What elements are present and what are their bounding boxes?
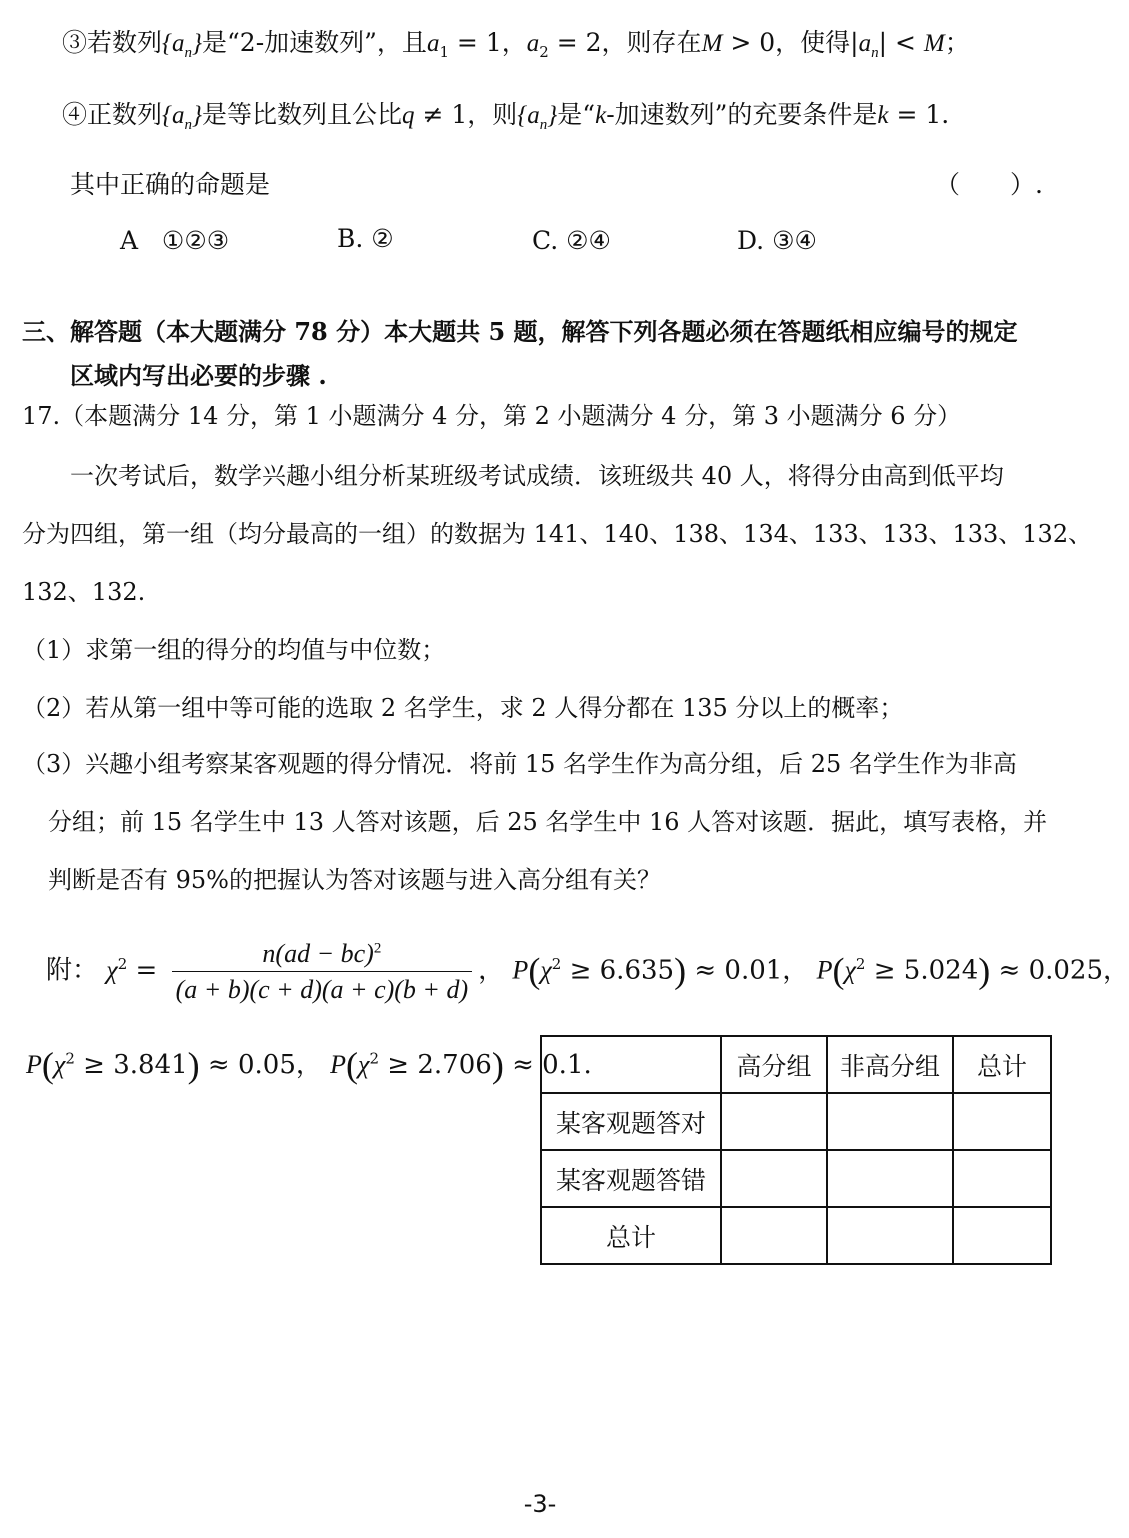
q17-sub3-line3: 判断是否有 95%的把握认为答对该题与进入高分组有关？ <box>48 866 661 894</box>
q17-sub2: （2）若从第一组中等可能的选取 2 名学生，求 2 人得分都在 135 分以上的概率； <box>22 694 904 722</box>
chi-square-fraction: $\frac{n(ad - bc)^2}{(a + b)(c + d)(a + c)(b + d)}$ <box>172 938 473 1005</box>
table-header-cell: 非高分组 <box>827 1036 953 1093</box>
table-cell[interactable] <box>953 1093 1051 1150</box>
table-cell[interactable] <box>721 1093 827 1150</box>
table-cell[interactable] <box>827 1150 953 1207</box>
table-row <box>541 1093 1051 1150</box>
table-header-cell: 高分组 <box>721 1036 827 1093</box>
answer-bracket: （ ）. <box>935 170 1043 199</box>
table-cell[interactable] <box>721 1207 827 1264</box>
row-label: 总计 <box>541 1207 721 1264</box>
q17-paragraph-line3: 132、132. <box>22 578 146 606</box>
table-header-row <box>541 1036 1051 1093</box>
section-heading-line1: 三、解答题（本大题满分 78 分）本大题共 5 题，解答下列各题必须在答题纸相应编号的规定 <box>22 317 1018 346</box>
table-cell[interactable] <box>827 1093 953 1150</box>
row-label: 某客观题答对 <box>541 1093 721 1150</box>
q17-sub3-line2: 分组；前 15 名学生中 13 人答对该题，后 25 名学生中 16 人答对该题．据此，填写表格，并 <box>48 808 1048 836</box>
appendix-probabilities: $P(\chi^2 \ge 3.841) \approx 0.05$， $P(\chi^2 \ge 2.706) \approx 0.1$. <box>26 1045 592 1085</box>
table-header-cell: 总计 <box>953 1036 1051 1093</box>
table-cell[interactable] <box>827 1207 953 1264</box>
table-row <box>541 1207 1051 1264</box>
proposition-3: ③若数列$\{a_n\}$是“2-加速数列”，且$a_1 = 1$，$a_2 = 2$，则存在M > 0，使得$|a_n| < M$； <box>62 28 970 61</box>
page-number: -3- <box>523 1490 557 1518</box>
q17-sub3-line1: （3）兴趣小组考察某客观题的得分情况．将前 15 名学生作为高分组，后 25 名学生作为非高 <box>22 750 1017 778</box>
section-heading-line2: 区域内写出必要的步骤 . <box>70 361 327 390</box>
table-cell[interactable] <box>953 1150 1051 1207</box>
contingency-table <box>540 1035 1052 1265</box>
q17-paragraph-line1: 一次考试后，数学兴趣小组分析某班级考试成绩．该班级共 40 人，将得分由高到低平均 <box>70 462 1004 490</box>
row-label: 某客观题答错 <box>541 1150 721 1207</box>
table-cell[interactable] <box>953 1207 1051 1264</box>
proposition-4: ④正数列$\{a_n\}$是等比数列且公比q ≠ 1，则$\{a_n\}$是“k-加速数列”的充要条件是k = 1. <box>62 100 950 133</box>
option-c: C. ②④ <box>532 226 611 255</box>
appendix-formula: 附： $\chi^2$ = $\frac{n(ad - bc)^2}{(a + b)(c + d)(a + c)(b + d)}$ ， $P(\chi^2 \ge 6.635) \approx 0.01$， $P(\chi^2 \ge 5.024) \approx 0.025$， <box>46 939 1129 1005</box>
table-header-cell <box>541 1036 721 1093</box>
table-cell[interactable] <box>721 1150 827 1207</box>
option-d: D. ③④ <box>737 226 817 255</box>
option-b: B. ② <box>337 224 394 253</box>
q17-sub1: （1）求第一组的得分的均值与中位数； <box>22 636 446 664</box>
q17-paragraph-line2: 分为四组，第一组（均分最高的一组）的数据为 141、140、138、134、133、133、133、132、 <box>22 520 1093 548</box>
option-a: A ①②③ <box>120 226 230 255</box>
question-text: 其中正确的命题是 <box>70 170 271 199</box>
table-row <box>541 1150 1051 1207</box>
q17-header: 17.（本题满分 14 分，第 1 小题满分 4 分，第 2 小题满分 4 分，第 3 小题满分 6 分） <box>22 402 962 430</box>
